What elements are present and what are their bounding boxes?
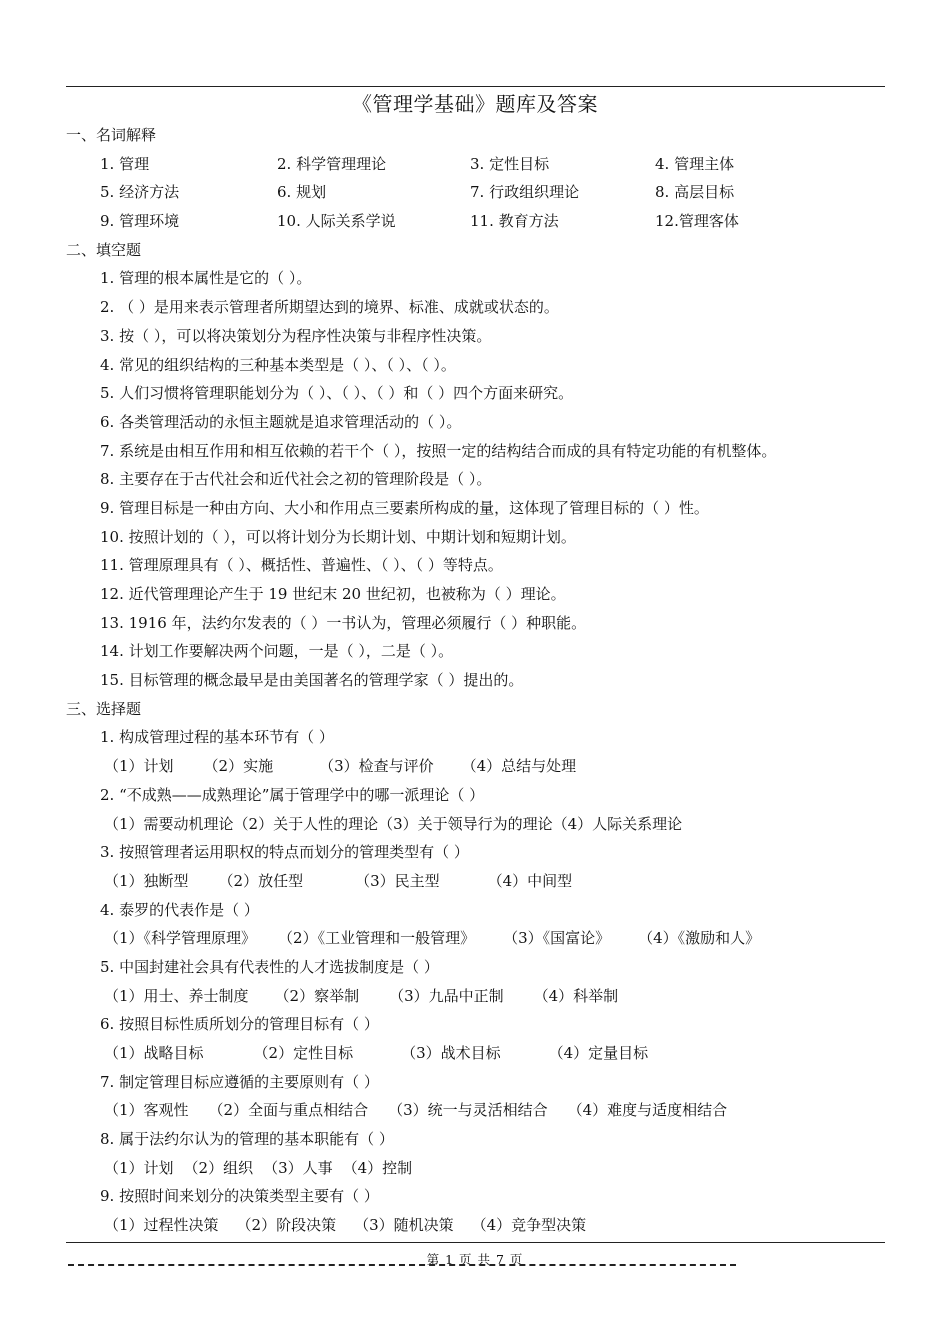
choice-option: （2）全面与重点相结合 <box>208 1101 369 1120</box>
fill-question: 7. 系统是由相互作用和相互依赖的若干个（ ），按照一定的结构结合而成的具有特定功能的有机整体。 <box>100 441 777 460</box>
choice-question: 9. 按照时间来划分的决策类型主要有（ ） <box>100 1187 379 1206</box>
choice-option: （2）阶段决策 <box>236 1216 337 1235</box>
choice-option: （2）组织 <box>183 1158 254 1177</box>
term-item: 12.管理客体 <box>655 212 739 231</box>
terms-grid <box>0 150 950 236</box>
choice-question: 8. 属于法约尔认为的管理的基本职能有（ ） <box>100 1130 394 1149</box>
term-item: 1. 管理 <box>100 154 150 173</box>
choice-option: （1）独断型 <box>104 871 189 890</box>
choice-option: （3）人事 <box>263 1158 333 1177</box>
fill-question: 15. 目标管理的概念最早是由美国著名的管理学家（ ）提出的。 <box>100 671 524 690</box>
choice-question: 5. 中国封建社会具有代表性的人才选拔制度是（ ） <box>100 957 439 976</box>
fill-question: 2. （ ）是用来表示管理者所期望达到的境界、标准、成就或状态的。 <box>100 298 559 317</box>
choice-question: 1. 构成管理过程的基本环节有（ ） <box>100 728 334 747</box>
choice-options <box>0 1096 950 1125</box>
footer-rule <box>66 1242 885 1243</box>
choice-option: （3）战术目标 <box>401 1044 501 1062</box>
choice-options <box>0 867 950 896</box>
fill-question: 3. 按（ ），可以将决策划分为程序性决策与非程序性决策。 <box>100 326 492 345</box>
choice-option: （1）《科学管理原理》 <box>104 929 257 948</box>
fill-question: 9. 管理目标是一种由方向、大小和作用点三要素所构成的量，这体现了管理目标的（ ）性。 <box>100 498 709 517</box>
term-item: 10. 人际关系学说 <box>277 212 396 231</box>
section-heading-choice: 三、选择题 <box>66 699 142 718</box>
terms-row <box>0 150 950 179</box>
choice-options <box>0 752 950 781</box>
fill-questions <box>0 264 950 694</box>
terms-row <box>0 207 950 236</box>
choice-question: 4. 泰罗的代表作是（ ） <box>100 900 259 919</box>
choice-option: （2）放任型 <box>218 871 304 890</box>
choice-option: （4）中间型 <box>487 871 573 890</box>
fill-question: 5. 人们习惯将管理职能划分为（ ）、（ ）、（ ）和（ ）四个方面来研究。 <box>100 384 574 403</box>
fill-question: 8. 主要存在于古代社会和近代社会之初的管理阶段是（ ）。 <box>100 470 492 489</box>
choice-question: 2. “不成熟——成熟理论”属于管理学中的哪一派理论（ ） <box>100 785 485 804</box>
choice-options <box>0 1039 950 1068</box>
choice-options <box>0 982 950 1011</box>
choice-option: （2）定性目标 <box>253 1044 354 1062</box>
choice-option: （1）计划 <box>104 1158 174 1177</box>
term-item: 8. 高层目标 <box>655 183 735 202</box>
terms-row <box>0 178 950 207</box>
dashed-separator <box>68 1264 736 1266</box>
term-item: 7. 行政组织理论 <box>470 183 580 202</box>
choice-option: （4）控制 <box>342 1158 413 1177</box>
choice-question: 3. 按照管理者运用职权的特点而划分的管理类型有（ ） <box>100 843 469 862</box>
choice-option: （3）统一与灵活相结合 <box>388 1101 548 1120</box>
choice-option: （3）随机决策 <box>354 1216 454 1235</box>
choice-option: （3）《国富论》 <box>503 929 611 948</box>
section-heading-fill: 二、填空题 <box>66 240 142 259</box>
term-item: 4. 管理主体 <box>655 154 735 173</box>
fill-question: 13. 1916 年，法约尔发表的（ ）一书认为，管理必须履行（ ）种职能。 <box>100 613 587 632</box>
choice-option: （1）过程性决策 <box>104 1216 219 1235</box>
choice-question: 6. 按照目标性质所划分的管理目标有（ ） <box>100 1015 379 1034</box>
choice-option: （4）人际关系理论 <box>552 814 683 833</box>
choice-option: （1）用士、养士制度 <box>104 986 249 1005</box>
choice-option: （4）难度与适度相结合 <box>567 1101 728 1120</box>
choice-option: （1）计划 <box>104 757 174 776</box>
choice-option: （1）需要动机理论 <box>104 814 234 833</box>
term-item: 2. 科学管理理论 <box>277 154 387 173</box>
fill-question: 11. 管理原理具有（ ）、概括性、普遍性、（ ）、（ ）等特点。 <box>100 556 503 575</box>
document-body <box>0 121 950 1240</box>
term-item: 9. 管理环境 <box>100 212 180 231</box>
choice-question: 7. 制定管理目标应遵循的主要原则有（ ） <box>100 1072 379 1091</box>
term-item: 5. 经济方法 <box>100 183 180 202</box>
header-rule <box>66 86 885 87</box>
choice-option: （4）定量目标 <box>548 1044 649 1062</box>
choice-options <box>0 924 950 953</box>
document-title: 《管理学基础》题库及答案 <box>352 92 598 116</box>
section-heading-terms: 一、名词解释 <box>66 126 157 144</box>
term-item: 6. 规划 <box>277 183 327 202</box>
choice-options <box>0 1211 950 1240</box>
choice-option: （4）竞争型决策 <box>471 1216 587 1235</box>
choice-option: （4）《激励和人》 <box>638 929 761 948</box>
choice-option: （2）实施 <box>203 757 274 776</box>
choice-option: （3）检查与评价 <box>319 757 434 776</box>
choice-option: （4）科举制 <box>533 986 619 1005</box>
choice-option: （3）民主型 <box>355 871 440 890</box>
fill-question: 4. 常见的组织结构的三种基本类型是（ ）、（ ）、（ ）。 <box>100 355 456 374</box>
choice-option: （2）《工业管理和一般管理》 <box>278 929 476 948</box>
page-number: 第 1 页 共 7 页 <box>426 1252 524 1267</box>
choice-options <box>0 1154 950 1183</box>
choice-option: （2）关于人性的理论 <box>233 814 379 833</box>
choice-option: （1）战略目标 <box>104 1044 204 1062</box>
fill-question: 6. 各类管理活动的永恒主题就是追求管理活动的（ ）。 <box>100 412 462 431</box>
choice-options <box>0 810 950 839</box>
choice-questions <box>0 723 950 1239</box>
fill-question: 12. 近代管理理论产生于 19 世纪末 20 世纪初，也被称为（ ）理论。 <box>100 585 566 603</box>
fill-question: 14. 计划工作要解决两个问题，一是（ ），二是（ ）。 <box>100 642 454 661</box>
choice-option: （3）九品中正制 <box>389 986 504 1005</box>
fill-question: 1. 管理的根本属性是它的（ ）。 <box>100 269 312 288</box>
term-item: 3. 定性目标 <box>470 154 550 173</box>
choice-option: （3）关于领导行为的理论 <box>378 814 553 833</box>
term-item: 11. 教育方法 <box>470 212 559 231</box>
choice-option: （2）察举制 <box>274 986 360 1005</box>
fill-question: 10. 按照计划的（ ），可以将计划分为长期计划、中期计划和短期计划。 <box>100 527 576 546</box>
choice-option: （4）总结与处理 <box>461 757 577 776</box>
choice-option: （1）客观性 <box>104 1101 189 1120</box>
